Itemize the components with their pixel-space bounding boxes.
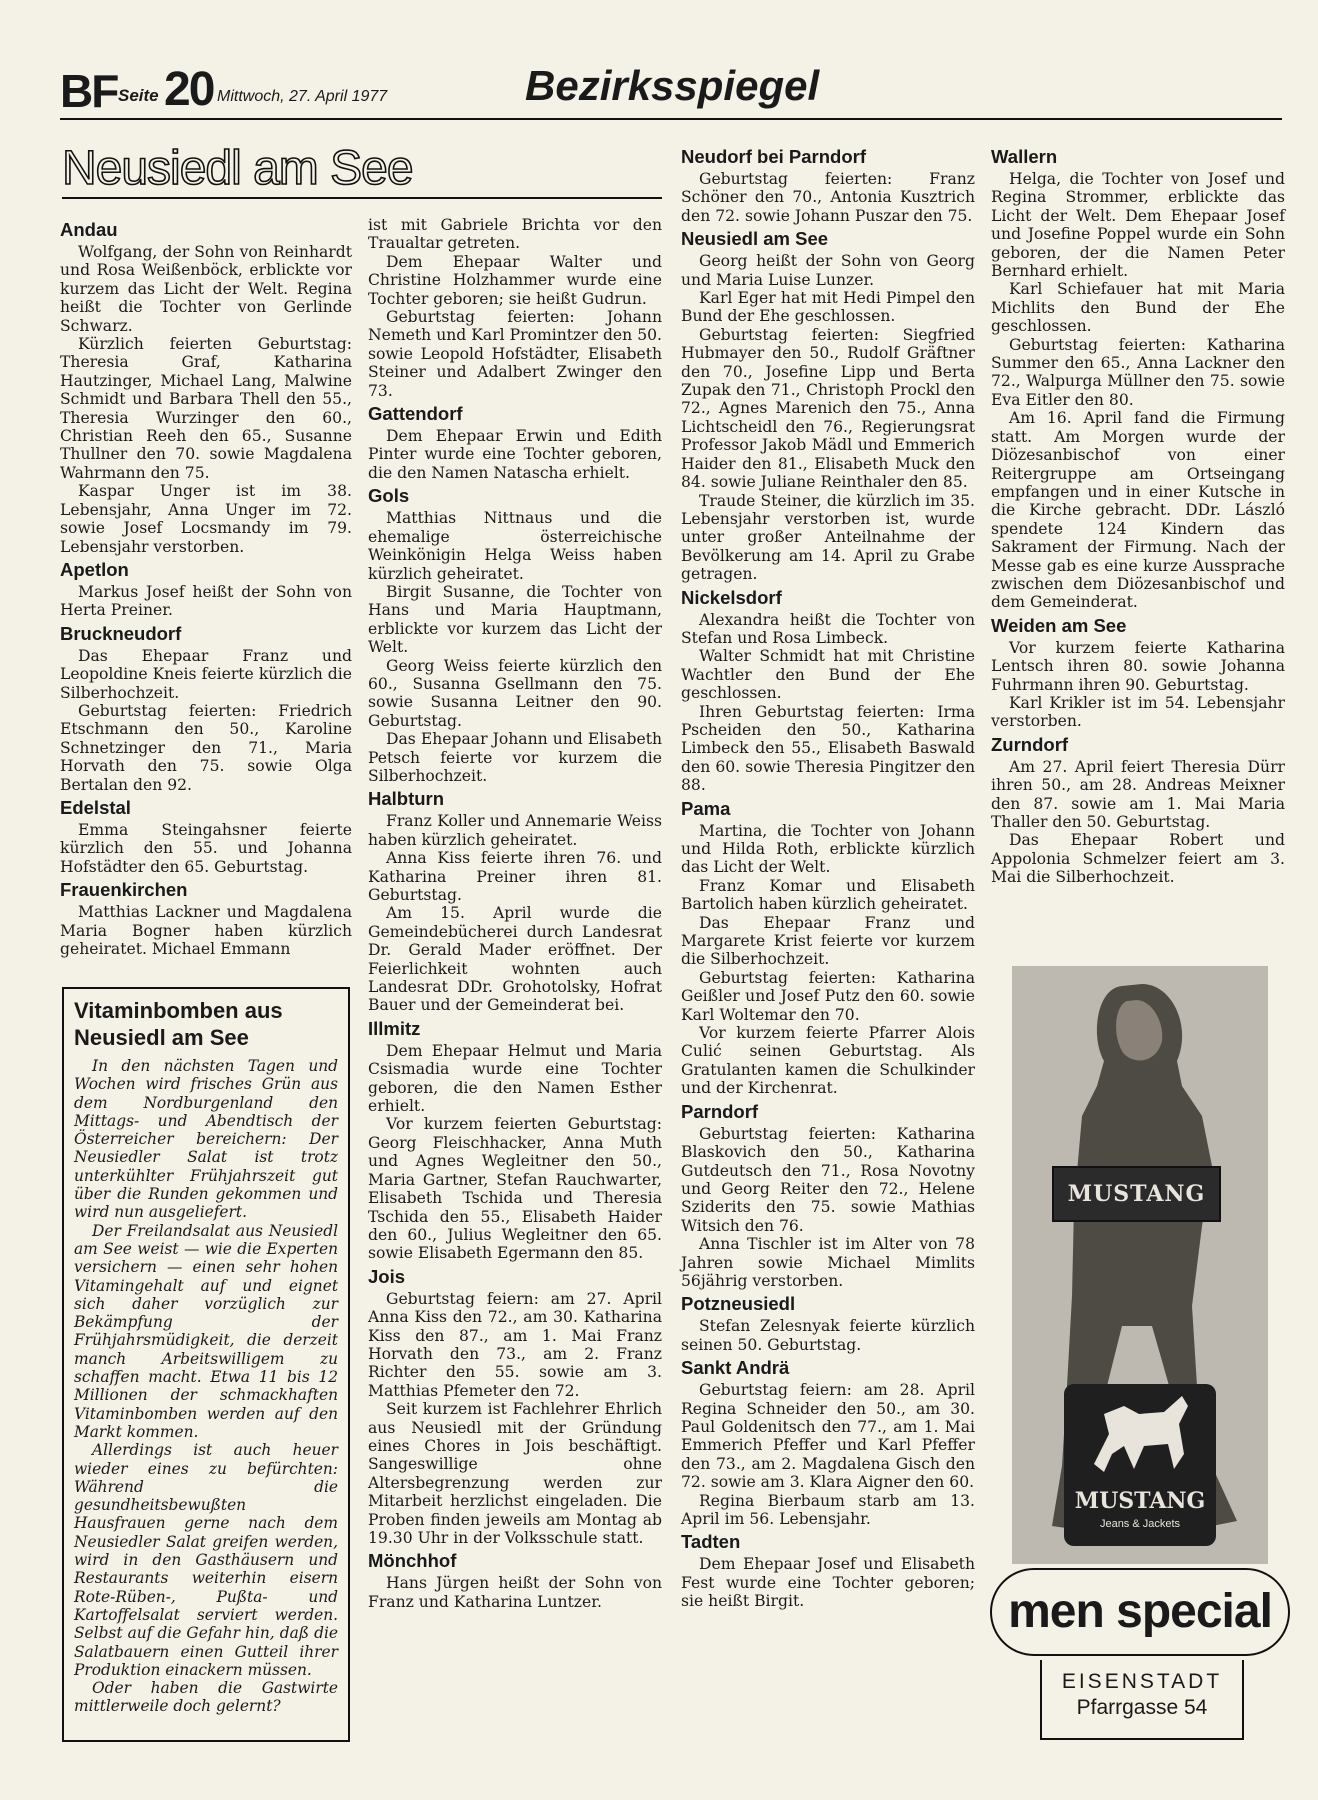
town-heading: Gols xyxy=(368,485,410,507)
town-heading: Illmitz xyxy=(368,1017,421,1039)
news-paragraph: Das Ehepaar Franz und Margarete Krist feierte vor kurzem die Silberhochzeit. xyxy=(681,913,975,969)
news-paragraph: Am 27. April feiert Theresia Dürr ihren 50., am 28. Andreas Meixner den 87. sowie am 1. Mai Maria Thaller den 50. Geburtstag. xyxy=(991,757,1285,831)
page-number: 20 xyxy=(164,63,214,116)
news-paragraph: Georg heißt der Sohn von Georg und Maria Luise Lunzer. xyxy=(681,252,975,289)
town-heading: Jois xyxy=(368,1265,406,1287)
news-paragraph: Matthias Nittnaus und die ehemalige österreichische Weinkönigin Helga Weiss haben kürzlich geheiratet. xyxy=(368,509,662,583)
news-paragraph: Am 15. April wurde die Gemeindebücherei durch Landesrat Dr. Gerald Mader eröffnet. Der Feierlichkeit wohnten auch Landesrat DDr. Grohotolsky, Hofrat Bauer und der Gemeinderat bei. xyxy=(368,904,662,1015)
feature-body xyxy=(74,1057,338,1716)
feature-box xyxy=(62,987,350,1742)
news-paragraph: Seit kurzem ist Fachlehrer Ehrlich aus Neusiedl mit der Gründung eines Chores in Jois beschäftigt. Sangeswillige ohne Altersbegrenzung werden zur Mitarbeit herzlichst eingeladen. Die Proben finden jeweils am Montag ab 19.30 Uhr in der Volksschule statt. xyxy=(368,1400,662,1547)
news-paragraph: Geburtstag feierten: Katharina Geißler und Josef Putz den 60. sowie Karl Woltemar den 70. xyxy=(681,968,975,1024)
news-paragraph: Ihren Geburtstag feierten: Irma Pscheiden den 50., Katharina Limbeck den 55., Elisabeth Baswald den 60. sowie Theresia Pingitzer den 88. xyxy=(681,702,975,795)
column-2 xyxy=(368,216,662,1611)
news-paragraph: Das Ehepaar Robert und Appolonia Schmelzer feiert am 3. Mai die Silberhochzeit. xyxy=(991,831,1285,887)
news-paragraph: Anna Kiss feierte ihren 76. und Katharina Preiner ihren 81. Geburtstag. xyxy=(368,849,662,904)
shop-name: men special xyxy=(990,1568,1290,1656)
feature-paragraph: Allerdings ist auch heuer wieder eines zu befürchten: Während die gesundheitsbewußten Hausfrauen gerne nach dem Neusiedler Salat greifen werden, wird in den Gasthäusern und Restaurants weiterhin eisern Rote-Rüben-, Pußta- und Kartoffelsalat serviert werden. Selbst auf die Gefahr hin, daß die Salatbauern einen Gutteil ihrer Produktion einackern müssen. xyxy=(74,1441,338,1679)
town-heading: Bruckneudorf xyxy=(60,622,182,644)
advertisement-image xyxy=(1012,966,1268,1564)
news-paragraph: Regina Bierbaum starb am 13. April im 56. Lebensjahr. xyxy=(681,1491,975,1528)
issue-date: Mittwoch, 27. April 1977 xyxy=(217,88,388,105)
news-paragraph: Am 16. April fand die Firmung statt. Am Morgen wurde der Diözesanbischof von einer Reitergruppe am Ortseingang empfangen und in einer Kutsche in die Kirche gebracht. DDr. László spendete 124 Kindern das Sakrament der Firmung. Nach der Messe gab es eine kurze Aussprache zwischen dem Diözesanbischof und dem Gemeinderat. xyxy=(991,409,1285,612)
news-paragraph: Kürzlich feierten Geburtstag: Theresia Graf, Katharina Hautzinger, Michael Lang, Malwine Schmidt und Barbara Thell den 55., Theresia Wurzinger den 60., Christian Reeh den 65., Susanne Thullner den 70. sowie Magdalena Wahrmann den 75. xyxy=(60,335,352,482)
news-paragraph: Walter Schmidt hat mit Christine Wachtler den Bund der Ehe geschlossen. xyxy=(681,647,975,703)
news-paragraph: Geburtstag feierten: Katharina Blaskovich den 50., Katharina Gutdeutsch den 71., Rosa Novotny und Georg Reiter den 72., Helene Sziderits den 75. sowie Mathias Witsich den 76. xyxy=(681,1124,975,1235)
news-paragraph: Martina, die Tochter von Johann und Hilda Roth, erblickte kürzlich das Licht der Welt. xyxy=(681,821,975,877)
news-paragraph: ist mit Gabriele Brichta vor den Traualtar getreten. xyxy=(368,216,662,253)
news-paragraph: Geburtstag feierten: Katharina Summer den 65., Anna Lackner den 72., Walpurga Müllner den 75. sowie Eva Eitler den 80. xyxy=(991,335,1285,409)
news-paragraph: Vor kurzem feierten Geburtstag: Georg Fleischhacker, Anna Muth und Agnes Wegleitner den 50., Maria Gartner, Stefan Rauchwarter, Elisabeth Tschida und Theresia Tschida den 55., Elisabeth Haider den 60., Julius Wegleitner den 65. sowie Elisabeth Egermann den 85. xyxy=(368,1115,662,1263)
town-heading: Pama xyxy=(681,797,731,819)
town-heading: Neudorf bei Parndorf xyxy=(681,146,867,167)
news-paragraph: Geburtstag feiern: am 28. April Regina Schneider den 50., am 30. Paul Goldenitsch den 77., am 1. Mai Emmerich Pfeffer und Karl Pfeffer den 73., am 2. Magdalena Gisch den 72. sowie am 3. Klara Aigner den 60. xyxy=(681,1381,975,1492)
news-paragraph: Alexandra heißt die Tochter von Stefan und Rosa Limbeck. xyxy=(681,610,975,647)
news-paragraph: Emma Steingahsner feierte kürzlich den 55. und Johanna Hofstädter den 65. Geburtstag. xyxy=(60,820,352,876)
news-paragraph: Wolfgang, der Sohn von Reinhardt und Rosa Weißenböck, erblickte vor kurzem das Licht der Welt. Regina heißt die Tochter von Gerlinde Schwarz. xyxy=(60,243,352,335)
feature-paragraph: Der Freilandsalat aus Neusiedl am See weist — wie die Experten versichern — einen sehr hohen Vitamingehalt auf und eignet sich daher vorzüglich zur Bekämpfung der Frühjahrsmüdigkeit, die derzeit manch Arbeitswilligem zu schaffen macht. Etwa 11 bis 12 Millionen der schmackhaften Vitaminbomben werden auf den Markt kommen. xyxy=(74,1221,338,1441)
town-heading: Zurndorf xyxy=(991,733,1069,755)
town-heading: Frauenkirchen xyxy=(60,879,188,901)
town-heading: Andau xyxy=(60,219,118,240)
town-heading: Parndorf xyxy=(681,1100,759,1122)
news-paragraph: Georg Weiss feierte kürzlich den 60., Susanna Gsellmann den 75. sowie Susanna Leitner den 90. Geburtstag. xyxy=(368,656,662,730)
news-paragraph: Anna Tischler ist im Alter von 78 Jahren sowie Michael Mimlits 56jährig verstorben. xyxy=(681,1235,975,1290)
page-label: Seite xyxy=(118,86,159,105)
news-paragraph: Franz Komar und Elisabeth Bartolich haben kürzlich geheiratet. xyxy=(681,876,975,914)
news-paragraph: Geburtstag feierten: Franz Schöner den 70., Antonia Kusztrich den 72. sowie Johann Puszar den 75. xyxy=(681,170,975,225)
page-title: Neusiedl am See xyxy=(62,143,662,199)
news-paragraph: Karl Eger hat mit Hedi Pimpel den Bund der Ehe geschlossen. xyxy=(681,289,975,326)
news-paragraph: Geburtstag feierten: Siegfried Hubmayer den 50., Rudolf Gräftner den 70., Josefine Lipp und Berta Zupak den 71., Christoph Prockl den 72., Agnes Marenich den 75., Anna Lichtscheidl den 76., Regierungsrat Professor Jakob Mädl und Emmerich Haider den 81., Elisabeth Muck den 84. sowie Juliane Reinthaler den 85. xyxy=(681,325,975,492)
feature-paragraph: Oder haben die Gastwirte mittlerweile doch gelernt? xyxy=(74,1679,338,1716)
news-paragraph: Karl Krikler ist im 54. Lebensjahr verstorben. xyxy=(991,693,1285,731)
column-4 xyxy=(991,143,1285,887)
news-paragraph: Vor kurzem feierte Pfarrer Alois Culić seinen Geburtstag. Als Gratulanten kamen die Schulkinder und der Kirchenrat. xyxy=(681,1024,975,1098)
news-paragraph: Karl Schiefauer hat mit Maria Michlits den Bund der Ehe geschlossen. xyxy=(991,280,1285,336)
feature-title: Vitaminbomben aus Neusiedl am See xyxy=(74,998,283,1050)
horse-icon xyxy=(1064,1384,1216,1488)
town-heading: Gattendorf xyxy=(368,403,463,425)
brand-tagline: Jeans & Jackets xyxy=(1099,1518,1181,1530)
town-heading: Mönchhof xyxy=(368,1550,457,1572)
news-paragraph: Birgit Susanne, die Tochter von Hans und Maria Hauptmann, erblickte vor kurzem das Licht der Welt. xyxy=(368,582,662,657)
news-paragraph: Das Ehepaar Johann und Elisabeth Petsch feierte vor kurzem die Silberhochzeit. xyxy=(368,730,662,785)
town-heading: Sankt Andrä xyxy=(681,1357,790,1379)
brand-name: MUSTANG xyxy=(1074,1488,1206,1514)
column-1 xyxy=(60,216,352,958)
brand-logo xyxy=(1064,1384,1216,1546)
news-paragraph: Geburtstag feiern: am 27. April Anna Kiss den 72., am 30. Katharina Kiss den 87., am 1. Mai Franz Horvath den 73., am 2. Franz Richter den 55. sowie am 3. Matthias Pfemeter den 72. xyxy=(368,1289,662,1400)
town-heading: Edelstal xyxy=(60,796,131,818)
news-paragraph: Dem Ehepaar Helmut und Maria Csismadia wurde eine Tochter geboren, die den Namen Esther erhielt. xyxy=(368,1041,662,1116)
news-paragraph: Traude Steiner, die kürzlich im 35. Lebensjahr verstorben ist, wurde unter großer Anteilnahme der Bevölkerung am 14. April zu Grabe getragen. xyxy=(681,491,975,584)
news-paragraph: Matthias Lackner und Magdalena Maria Bogner haben kürzlich geheiratet. Michael Emmann xyxy=(60,903,352,958)
town-heading: Neusiedl am See xyxy=(681,228,829,250)
masthead xyxy=(60,60,1282,120)
town-heading: Halbturn xyxy=(368,788,445,810)
news-paragraph: Markus Josef heißt der Sohn von Herta Preiner. xyxy=(60,582,352,620)
news-paragraph: Dem Ehepaar Josef und Elisabeth Fest wurde eine Tochter geboren; sie heißt Birgit. xyxy=(681,1555,975,1611)
town-heading: Tadten xyxy=(681,1531,741,1553)
town-heading: Weiden am See xyxy=(991,614,1127,636)
column-3 xyxy=(681,143,975,1611)
news-paragraph: Kaspar Unger ist im 38. Lebensjahr, Anna Unger im 72. sowie Josef Locsmandy im 79. Lebensjahr verstorben. xyxy=(60,482,352,556)
town-heading: Nickelsdorf xyxy=(681,586,782,608)
shop-street: Pfarrgasse 54 xyxy=(1076,1696,1208,1719)
news-paragraph: Das Ehepaar Franz und Leopoldine Kneis feierte kürzlich die Silberhochzeit. xyxy=(60,646,352,702)
section-title: Bezirksspiegel xyxy=(525,62,820,109)
newspaper-logo: BF xyxy=(60,65,118,117)
news-paragraph: Geburtstag feierten: Friedrich Etschmann den 50., Karoline Schnetzinger den 71., Maria Horvath den 75. sowie Olga Bertalan den 92. xyxy=(60,701,352,794)
feature-paragraph: In den nächsten Tagen und Wochen wird frisches Grün aus dem Nordburgenland den Mittags- und Abendtisch der Österreicher bereichern: Der Neusiedler Salat ist trotz unterkühlter Frühjahrszeit gut über die Runden gekommen und wird nun ausgeliefert. xyxy=(74,1057,338,1222)
news-paragraph: Stefan Zelesnyak feierte kürzlich seinen 50. Geburtstag. xyxy=(681,1317,975,1354)
town-heading: Apetlon xyxy=(60,558,129,580)
news-paragraph: Dem Ehepaar Erwin und Edith Pinter wurde eine Tochter geboren, die den Namen Natascha erhielt. xyxy=(368,427,662,482)
town-heading: Wallern xyxy=(991,146,1058,167)
news-paragraph: Dem Ehepaar Walter und Christine Holzhammer wurde eine Tochter geboren; sie heißt Gudrun. xyxy=(368,252,662,308)
chair-back-label: MUSTANG xyxy=(1052,1166,1221,1222)
news-paragraph: Hans Jürgen heißt der Sohn von Franz und Katharina Luntzer. xyxy=(368,1574,662,1611)
news-paragraph: Franz Koller und Annemarie Weiss haben kürzlich geheiratet. xyxy=(368,812,662,849)
news-paragraph: Helga, die Tochter von Josef und Regina Strommer, erblickte das Licht der Welt. Dem Ehepaar Josef und Josefine Poppel wurde ein Sohn geboren, der die Namen Peter Bernhard erhielt. xyxy=(991,170,1285,281)
news-paragraph: Vor kurzem feierte Katharina Lentsch ihren 80. sowie Johanna Fuhrmann ihren 90. Geburtstag. xyxy=(991,638,1285,694)
shop-city: EISENSTADT xyxy=(1061,1670,1223,1693)
shop-address xyxy=(1040,1660,1244,1740)
town-heading: Potzneusiedl xyxy=(681,1293,796,1315)
news-paragraph: Geburtstag feierten: Johann Nemeth und Karl Promintzer den 50. sowie Leopold Hofstädter, Elisabeth Steiner und Adalbert Zwinger den 73. xyxy=(368,308,662,400)
